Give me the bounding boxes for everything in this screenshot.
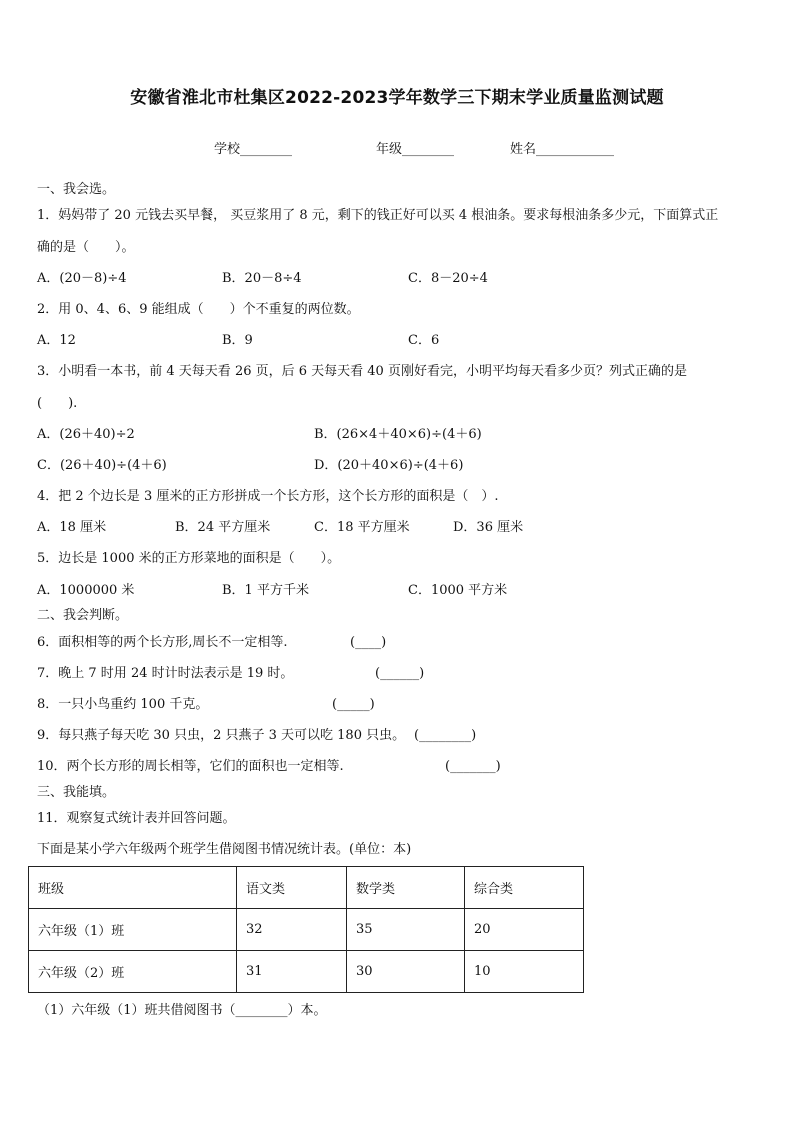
table-row (29, 909, 584, 951)
question-1-line2: 确的是（ ）。 (37, 240, 135, 255)
question-1-option-b: B．20－8÷4 (222, 271, 302, 286)
sub-question-1: （1）六年级（1）班共借阅图书（________）本。 (37, 1003, 327, 1018)
table-cell: 六年级（1）班 (29, 909, 237, 951)
question-2-option-a: A．12 (37, 333, 76, 348)
table-cell: 32 (237, 909, 347, 951)
table-cell: 30 (347, 951, 465, 993)
question-11: 11．观察复式统计表并回答问题。 (37, 811, 236, 826)
question-3-option-c: C．(26＋40)÷(4＋6) (37, 458, 167, 473)
question-4-option-a: A．18 厘米 (37, 520, 107, 535)
question-2-option-c: C．6 (408, 333, 440, 348)
table-cell: 31 (237, 951, 347, 993)
question-9-blank: (________) (414, 728, 477, 743)
question-2: 2．用 0、4、6、9 能组成（ ）个不重复的两位数。 (37, 302, 360, 317)
table-row (29, 951, 584, 993)
question-6: 6．面积相等的两个长方形,周长不一定相等. (37, 635, 288, 650)
table-caption: 下面是某小学六年级两个班学生借阅图书情况统计表。(单位：本) (37, 842, 412, 857)
question-4: 4．把 2 个边长是 3 厘米的正方形拼成一个长方形，这个长方形的面积是（ ）. (37, 489, 499, 504)
table-cell: 10 (465, 951, 584, 993)
table-header-cell: 数学类 (347, 867, 465, 909)
question-3-line2: ( ). (37, 396, 78, 411)
table-header-row (29, 867, 584, 909)
question-10-blank: (_______) (445, 759, 501, 774)
question-8-blank: (_____) (332, 697, 375, 712)
grade-field: 年级________ (376, 142, 455, 157)
question-10: 10．两个长方形的周长相等，它们的面积也一定相等. (37, 759, 344, 774)
question-7-blank: (______) (375, 666, 425, 681)
section-heading-judge: 二、我会判断。 (37, 608, 129, 623)
question-5-option-c: C．1000 平方米 (408, 583, 508, 598)
question-1-option-a: A．(20－8)÷4 (37, 271, 127, 286)
question-3-option-a: A．(26＋40)÷2 (37, 427, 135, 442)
table-header-cell: 语文类 (237, 867, 347, 909)
question-6-blank: (____) (350, 635, 387, 650)
question-5-option-b: B．1 平方千米 (222, 583, 309, 598)
section-heading-choice: 一、我会选。 (37, 182, 116, 197)
table-header-cell: 综合类 (465, 867, 584, 909)
question-5-option-a: A．1000000 米 (37, 583, 135, 598)
question-3-line1: 3．小明看一本书，前 4 天每天看 26 页，后 6 天每天看 40 页刚好看完，小明平均每天看多少页？列式正确的是 (37, 364, 687, 379)
section-heading-fill: 三、我能填。 (37, 785, 116, 800)
name-field: 姓名____________ (510, 142, 615, 157)
question-4-option-d: D．36 厘米 (453, 520, 524, 535)
question-1-option-c: C．8－20÷4 (408, 271, 488, 286)
table-cell: 35 (347, 909, 465, 951)
question-3-option-d: D．(20＋40×6)÷(4＋6) (314, 458, 464, 473)
page-title: 安徽省淮北市杜集区2022-2023学年数学三下期末学业质量监测试题 (130, 88, 664, 108)
question-5: 5．边长是 1000 米的正方形菜地的面积是（ ）。 (37, 551, 341, 566)
school-field: 学校________ (214, 142, 293, 157)
question-8: 8．一只小鸟重约 100 千克。 (37, 697, 209, 712)
question-1-line1: 1．妈妈带了 20 元钱去买早餐， 买豆浆用了 8 元，剩下的钱正好可以买 4 根油条。要求每根油条多少元，下面算式正 (37, 208, 719, 223)
statistics-table (28, 866, 584, 993)
question-2-option-b: B．9 (222, 333, 253, 348)
question-4-option-c: C．18 平方厘米 (314, 520, 410, 535)
table-header-cell: 班级 (29, 867, 237, 909)
question-7: 7．晚上 7 时用 24 时计时法表示是 19 时。 (37, 666, 294, 681)
question-4-option-b: B．24 平方厘米 (175, 520, 271, 535)
table-cell: 六年级（2）班 (29, 951, 237, 993)
table-cell: 20 (465, 909, 584, 951)
question-9: 9．每只燕子每天吃 30 只虫，2 只燕子 3 天可以吃 180 只虫。 (37, 728, 406, 743)
question-3-option-b: B．(26×4＋40×6)÷(4＋6) (314, 427, 482, 442)
